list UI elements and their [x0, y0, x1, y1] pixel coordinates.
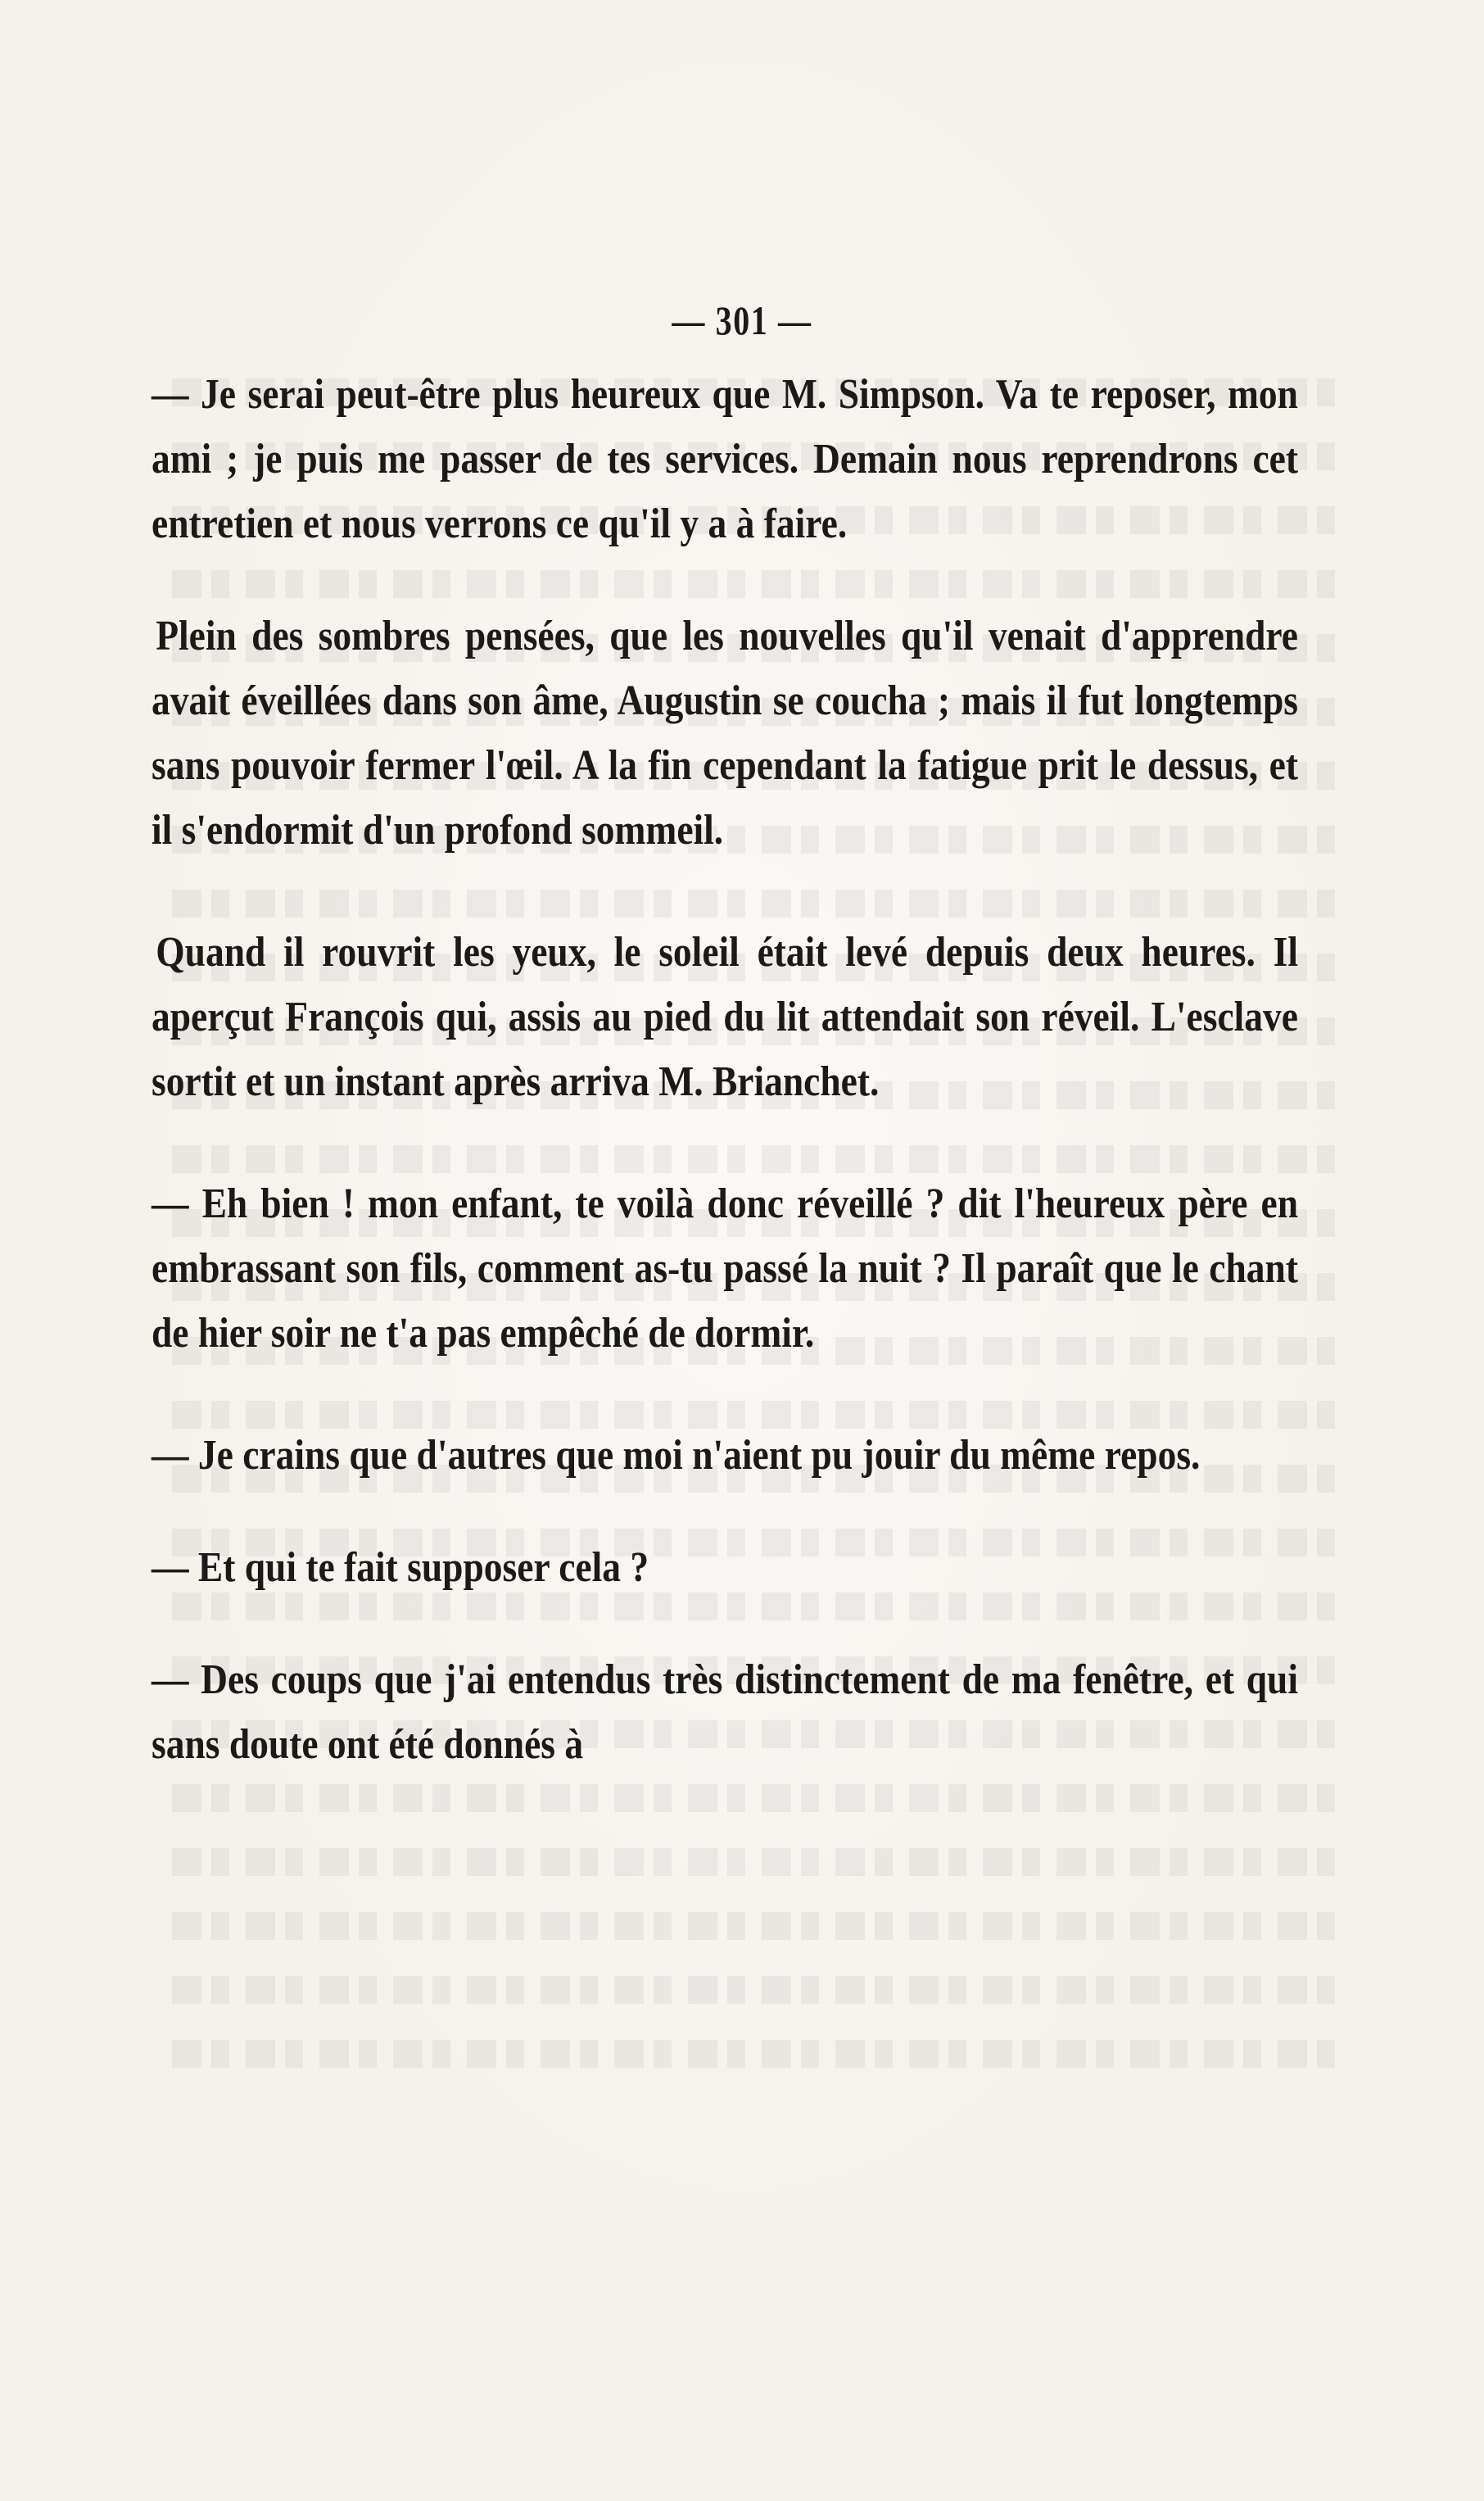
paragraph: — Je serai peut-être plus heureux que M. Simpson. Va te reposer, mon ami ; je puis me passer de tes services. Demain nous reprendrons cet entretien et nous verrons ce qu'il y a à faire. [152, 371, 1298, 547]
paragraph: Plein des sombres pensées, que les nouvelles qu'il venait d'apprendre avait éveillées dans son âme, Augustin se coucha ; mais il fut longtemps sans pouvoir fermer l'œil. A la fin cependant la fatigue prit le dessus, et il s'endormit d'un profond sommeil. [152, 613, 1298, 854]
paragraph: — Des coups que j'ai entendus très distinctement de ma fenêtre, et qui sans doute ont été donnés à [152, 1656, 1298, 1768]
paragraph: — Et qui te fait supposer cela ? [152, 1544, 649, 1591]
paragraph: — Je crains que d'autres que moi n'aient pu jouir du même repos. [152, 1432, 1201, 1479]
paragraph: Quand il rouvrit les yeux, le soleil était levé depuis deux heures. Il aperçut François qui, assis au pied du lit attendait son réveil. L'esclave sortit et un instant après arriva M. Brianchet. [152, 929, 1298, 1105]
paragraph: — Eh bien ! mon enfant, te voilà donc réveillé ? dit l'heureux père en embrassant son fils, comment as-tu passé la nuit ? Il paraît que le chant de hier soir ne t'a pas empêché de dormir. [152, 1180, 1298, 1357]
body-text [152, 362, 1298, 1777]
page-number: — 301 — [672, 297, 812, 343]
